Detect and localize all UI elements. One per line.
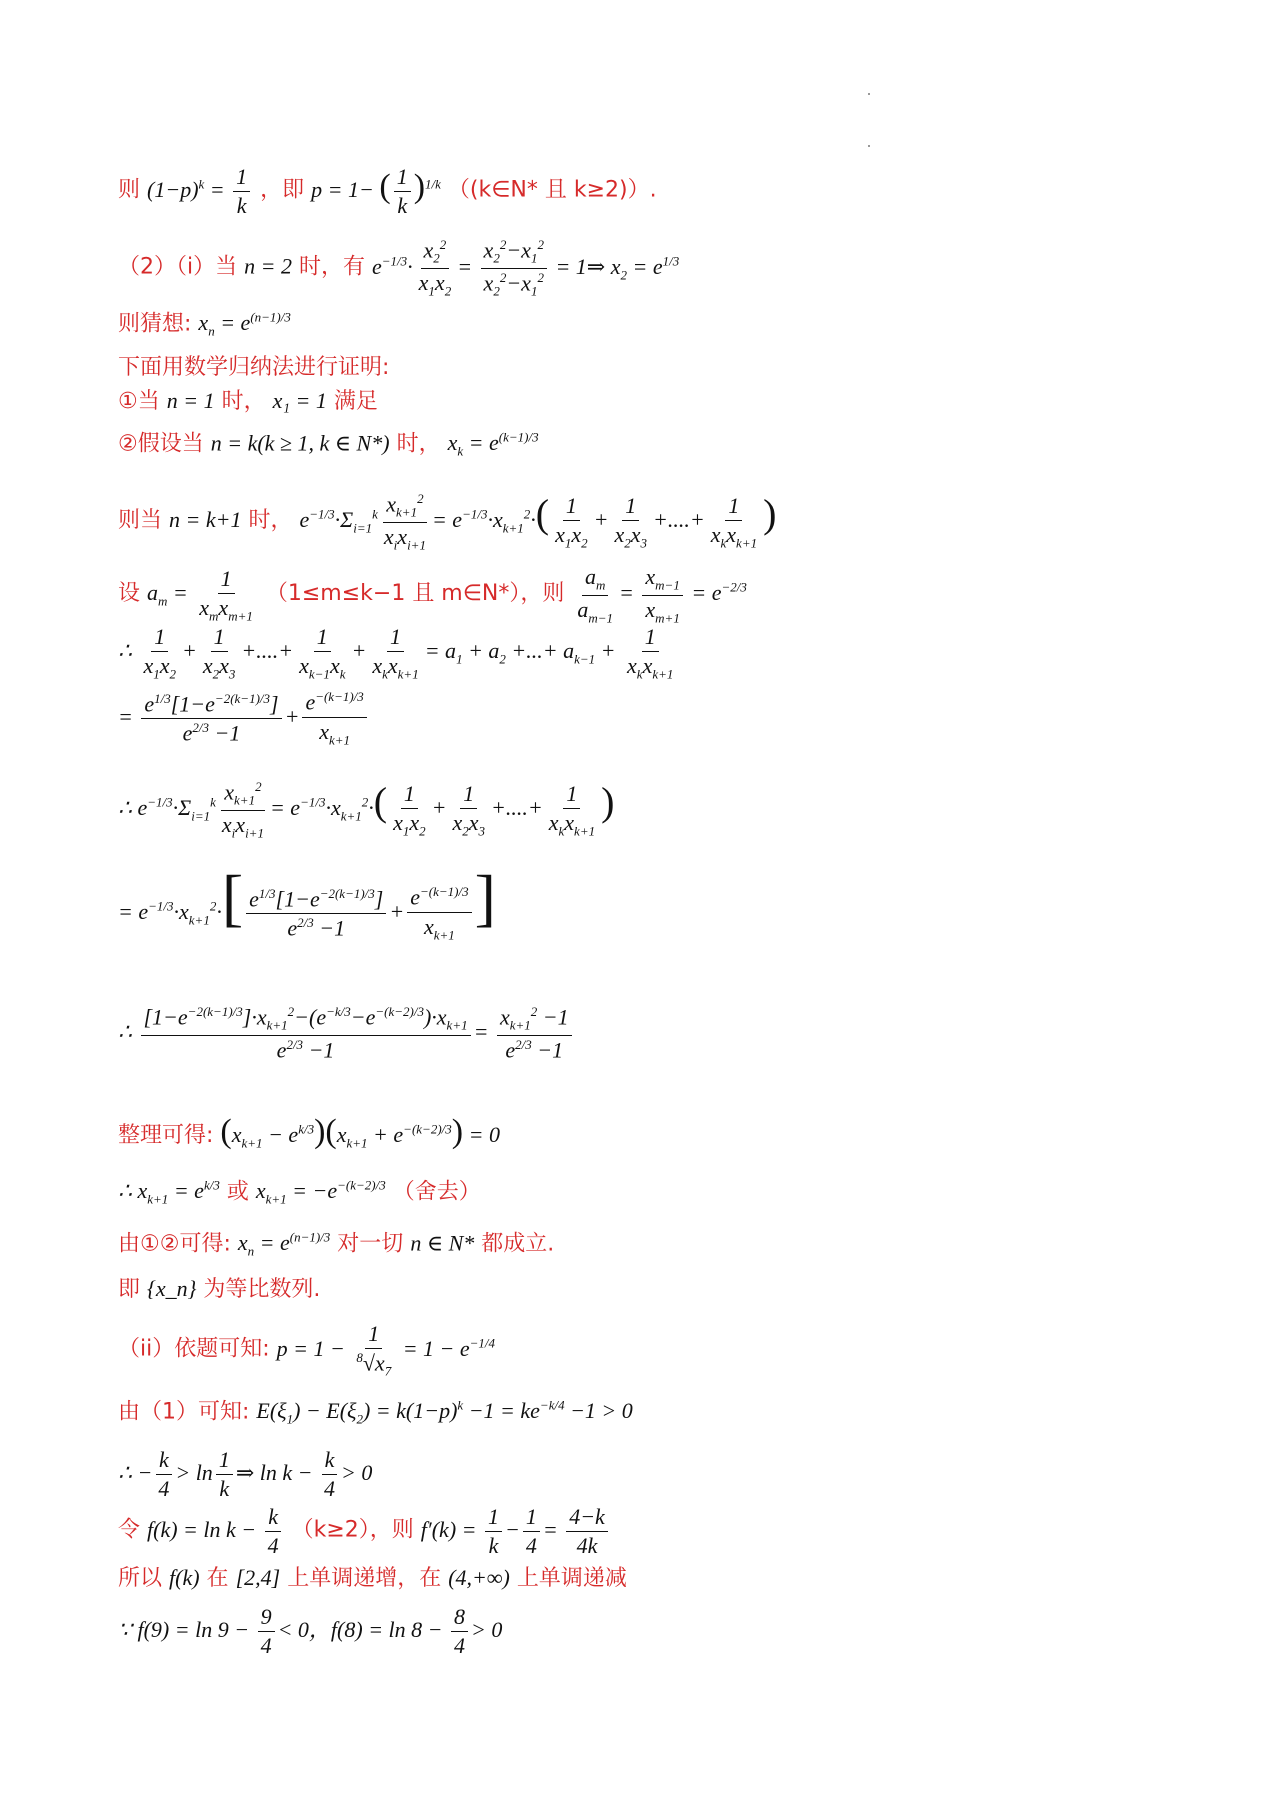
line-2: （2）（i）当 n = 2 时，有 $e^{-1/3}\cdot$ $\frac{x_2^2}{x_1x_2}$ = $\frac{x_2^2-x_1^2}{x_2^2-x_1^2}$ = 1⇒ $x_2 = e^{1/3}$: [118, 237, 680, 299]
formula: $\frac{a_m}{a_{m-1}}$ = $\frac{x_{m-1}}{x_{m+1}}$ = $e^{-2/3}$: [577, 564, 747, 626]
line-4: 下面用数学归纳法进行证明:: [118, 355, 390, 380]
formula: $E(\xi_1) - E(\xi_2) = k(1-p)^k -1 = ke^{-k/4} -1 > 0$: [256, 1398, 633, 1427]
speck: [868, 93, 870, 95]
formula: ∴ − $\frac{k}{4}$ > ln $\frac{1}{k}$ ⇒ ln k − $\frac{k}{4}$ > 0: [118, 1447, 373, 1502]
line-10: [118, 690, 370, 747]
formula: ∴ $\frac{1}{x_1x_2}$ + $\frac{1}{x_2x_3}$ +....+ $\frac{1}{x_{k-1}x_k}$ + $\frac{1}{x_kx_{k+1}}$ = $a_1 + a_2$ +...+ $a_{k-1}$ + $\frac{1}{x_kx_{k+1}}$: [118, 624, 674, 682]
formula: ∴ $e^{-1/3}\cdot\Sigma_{i=1}^k$ $\frac{x_{k+1}^2}{x_ix_{i+1}}$ = $e^{-1/3}\cdot x_{k+1}^2\cdot$( $\frac{1}{x_1x_2}$ + $\frac{1}{x_2x_3}$ +....+ $\frac{1}{x_kx_{k+1}}$ ): [118, 778, 615, 841]
formula: = $e^{-1/3}\cdot x_{k+1}^2\cdot$[ $\frac{e^{1/3}[1-e^{-2(k-1)/3}]}{e^{2/3} -1}$ + $\frac{e^{-(k-1)/3}}{x_{k+1}}$ ]: [118, 862, 496, 943]
line-16: 由①②可得: $x_n = e^{(n-1)/3}$ 对一切 n ∈ N* 都成立.: [118, 1230, 555, 1259]
line-1: 则 $(1-p)^k$ = $\frac{1}{k}$ ，即 p = 1− ( $\frac{1}{k}$ )$^{1/k}$ （(k∈N* 且 k≥2)）.: [118, 164, 657, 219]
formula: $x_{k+1} = -e^{-(k-2)/3}$: [255, 1178, 386, 1207]
line-15: ∴ $x_{k+1} = e^{k/3}$ 或 $x_{k+1} = -e^{-(k-2)/3}$ （舍去）: [118, 1178, 481, 1207]
formula: = $\frac{e^{1/3}[1-e^{-2(k-1)/3}]}{e^{2/3} -1}$ + $\frac{e^{-(k-1)/3}}{x_{k+1}}$: [118, 704, 370, 729]
line-20: [118, 1448, 372, 1501]
line-6: ②假设当 n = k(k ≥ 1, k ∈ N*) 时， $x_k = e^{(k-1)/3}$: [118, 430, 539, 459]
formula: $e^{-1/3}\cdot\Sigma_{i=1}^k$ $\frac{x_{k+1}^2}{x_ix_{i+1}}$ = $e^{-1/3}\cdot x_{k+1}^2\cdot$( $\frac{1}{x_1x_2}$ + $\frac{1}{x_2x_3}$ +....+ $\frac{1}{x_kx_{k+1}}$ ): [299, 490, 777, 553]
formula: f′(k) = $\frac{1}{k}$ − $\frac{1}{4}$ = $\frac{4-k}{4k}$: [421, 1517, 611, 1542]
formula: p = 1 − $\frac{1}{^8√x_7}$ = $1 - e^{-1/4}$: [276, 1321, 496, 1379]
speck: [868, 145, 870, 147]
formula: $x_n = e^{(n-1)/3}$: [237, 1230, 331, 1259]
line-11: [118, 778, 614, 840]
formula: $e^{-1/3}\cdot$ $\frac{x_2^2}{x_1x_2}$ = $\frac{x_2^2-x_1^2}{x_2^2-x_1^2}$ = 1⇒ $x_2 = e^{1/3}$: [372, 237, 680, 299]
line-22: 所以 f(k) 在 [2,4] 上单调递增，在 (4,+∞) 上单调递减: [118, 1565, 627, 1591]
line-18: （ii）依题可知: p = 1 − $\frac{1}{^8√x_7}$ = $1 - e^{-1/4}$: [118, 1321, 496, 1379]
formula: $x_n = e^{(n-1)/3}$: [198, 310, 291, 339]
formula: f(k) = ln k − $\frac{k}{4}$: [147, 1517, 285, 1542]
line-8: 设 $a_m$ = $\frac{1}{x_mx_{m+1}}$ （1≤m≤k−1 且 m∈N*），则 $\frac{a_m}{a_{m-1}}$ = $\frac{x_{m-1}}{x_{m+1}}$ = $e^{-2/3}$: [118, 564, 747, 626]
line-14: 整理可得: $(x_{k+1} - e^{k/3})(x_{k+1} + e^{-(k-2)/3}) = 0$: [118, 1113, 500, 1151]
formula: $(x_{k+1} - e^{k/3})(x_{k+1} + e^{-(k-2)/3}) = 0$: [220, 1113, 500, 1151]
formula: ∵ f(9) = ln 9 − $\frac{9}{4}$ < 0，f(8) = ln 8 − $\frac{8}{4}$ > 0: [118, 1604, 503, 1659]
line-9: [118, 625, 679, 682]
line-23: [118, 1605, 502, 1658]
line-19: 由（1）可知: $E(\xi_1) - E(\xi_2) = k(1-p)^k -1 = ke^{-k/4} -1 > 0$: [118, 1398, 633, 1427]
line-7: 则当 n = k+1 时， $e^{-1/3}\cdot\Sigma_{i=1}^k$ $\frac{x_{k+1}^2}{x_ix_{i+1}}$ = $e^{-1/3}\cdot x_{k+1}^2\cdot$( $\frac{1}{x_1x_2}$ + $\frac{1}{x_2x_3}$ +....+ $\frac{1}{x_kx_{k+1}}$ ): [118, 490, 777, 553]
formula: ∴ $\frac{[1-e^{-2(k-1)/3}]\cdot x_{k+1}^2-(e^{-k/3}-e^{-(k-2)/3})\cdot x_{k+1}}{e^{2/3} -1}$ = $\frac{x_{k+1}^2 -1}{e^{2/3} -1}$: [118, 1019, 575, 1044]
line-3: 则猜想: $x_n = e^{(n-1)/3}$: [118, 310, 291, 339]
line-5: ①当 n = 1 时， x₁ = 1 满足: [118, 388, 378, 414]
line-13: [118, 1005, 575, 1063]
formula: p = 1− ( $\frac{1}{k}$ )$^{1/k}$: [311, 164, 441, 219]
line-12: [118, 860, 496, 943]
formula: ∴ $x_{k+1} = e^{k/3}$: [118, 1178, 220, 1207]
line-21: 令 f(k) = ln k − $\frac{k}{4}$ （k≥2），则 f′(k) = $\frac{1}{k}$ − $\frac{1}{4}$ = $\frac{4-k}{4k}$: [118, 1505, 611, 1558]
formula: $x_k = e^{(k-1)/3}$: [447, 430, 539, 459]
formula: $a_m$ = $\frac{1}{x_mx_{m+1}}$: [147, 565, 253, 624]
formula: $(1-p)^k$ = $\frac{1}{k}$: [147, 177, 253, 202]
line-17: 即 {x_n} 为等比数列.: [118, 1276, 321, 1302]
